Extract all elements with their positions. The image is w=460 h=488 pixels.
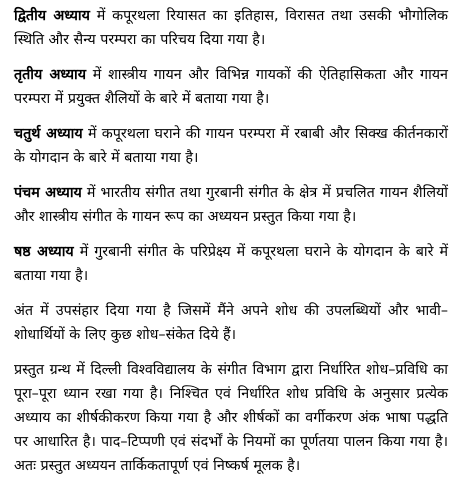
paragraph-text: में शास्त्रीय गायन और विभिन्न गायकों की ऐतिहासिकता और गायन परम्परा में प्रयुक्त शैलियों के बारे में बताया गया है। (14, 67, 448, 107)
paragraph-chapter-6 (14, 240, 448, 288)
paragraph-text: में गुरबानी संगीत के परिप्रेक्ष्य में कपूरथला घराने के योगदान के बारे में बताया गया है। (14, 244, 449, 284)
paragraph-text: में कपूरथला घराने की गायन परम्परा में रबाबी और सिक्ख कीर्तनकारों के योगदान के बारे में बताया गया है। (14, 126, 448, 166)
paragraph-chapter-5 (14, 181, 448, 229)
paragraph-text: में कपूरथला रियासत का इतिहास, विरासत तथा उसकी भौगोलिक स्थिति और सैन्य परम्परा का परिचय दिया गया है। (14, 8, 448, 48)
chapter-heading: पंचम अध्याय (14, 185, 82, 201)
paragraph-conclusion (14, 299, 448, 347)
paragraph-chapter-3 (14, 63, 448, 111)
chapter-heading: चतुर्थ अध्याय (14, 126, 83, 142)
chapter-heading: द्वितीय अध्याय (14, 8, 90, 24)
paragraph-text: अंत में उपसंहार दिया गया है जिसमें मैंने अपने शोध की उपलब्धियों और भावी–शोधार्थियों के लिए कुछ शोध–संकेत दिये हैं। (14, 303, 448, 343)
paragraph-text: प्रस्तुत ग्रन्थ में दिल्ली विश्वविद्यालय के संगीत विभाग द्वारा निर्धारित शोध–प्रविधि का पूरा–पूरा ध्यान रखा गया है। निश्चित एवं निर्धारित शोध प्रविधि के अनुसार प्रत्येक अध्याय का शीर्षकीकरण किया गया है और शीर्षकों का वर्गीकरण अंक भाषा पद्धति पर आधारित है। पाद–टिप्पणी एवं संदर्भों के नियमों का पूर्णतया पालन किया गया है। अतः प्रस्तुत अध्ययन तार्किकतापूर्ण एवं निष्कर्ष मूलक है। (14, 362, 448, 474)
chapter-heading: तृतीय अध्याय (14, 67, 87, 83)
paragraph-chapter-4 (14, 122, 448, 170)
chapter-heading: षष्ठ अध्याय (14, 244, 74, 260)
paragraph-text: में भारतीय संगीत तथा गुरबानी संगीत के क्षेत्र में प्रचलित गायन शैलियों और शास्त्रीय संगीत के गायन रूप का अध्ययन प्रस्तुत किया गया है। (14, 185, 449, 225)
paragraph-methodology (14, 358, 448, 478)
paragraph-chapter-2 (14, 4, 448, 52)
